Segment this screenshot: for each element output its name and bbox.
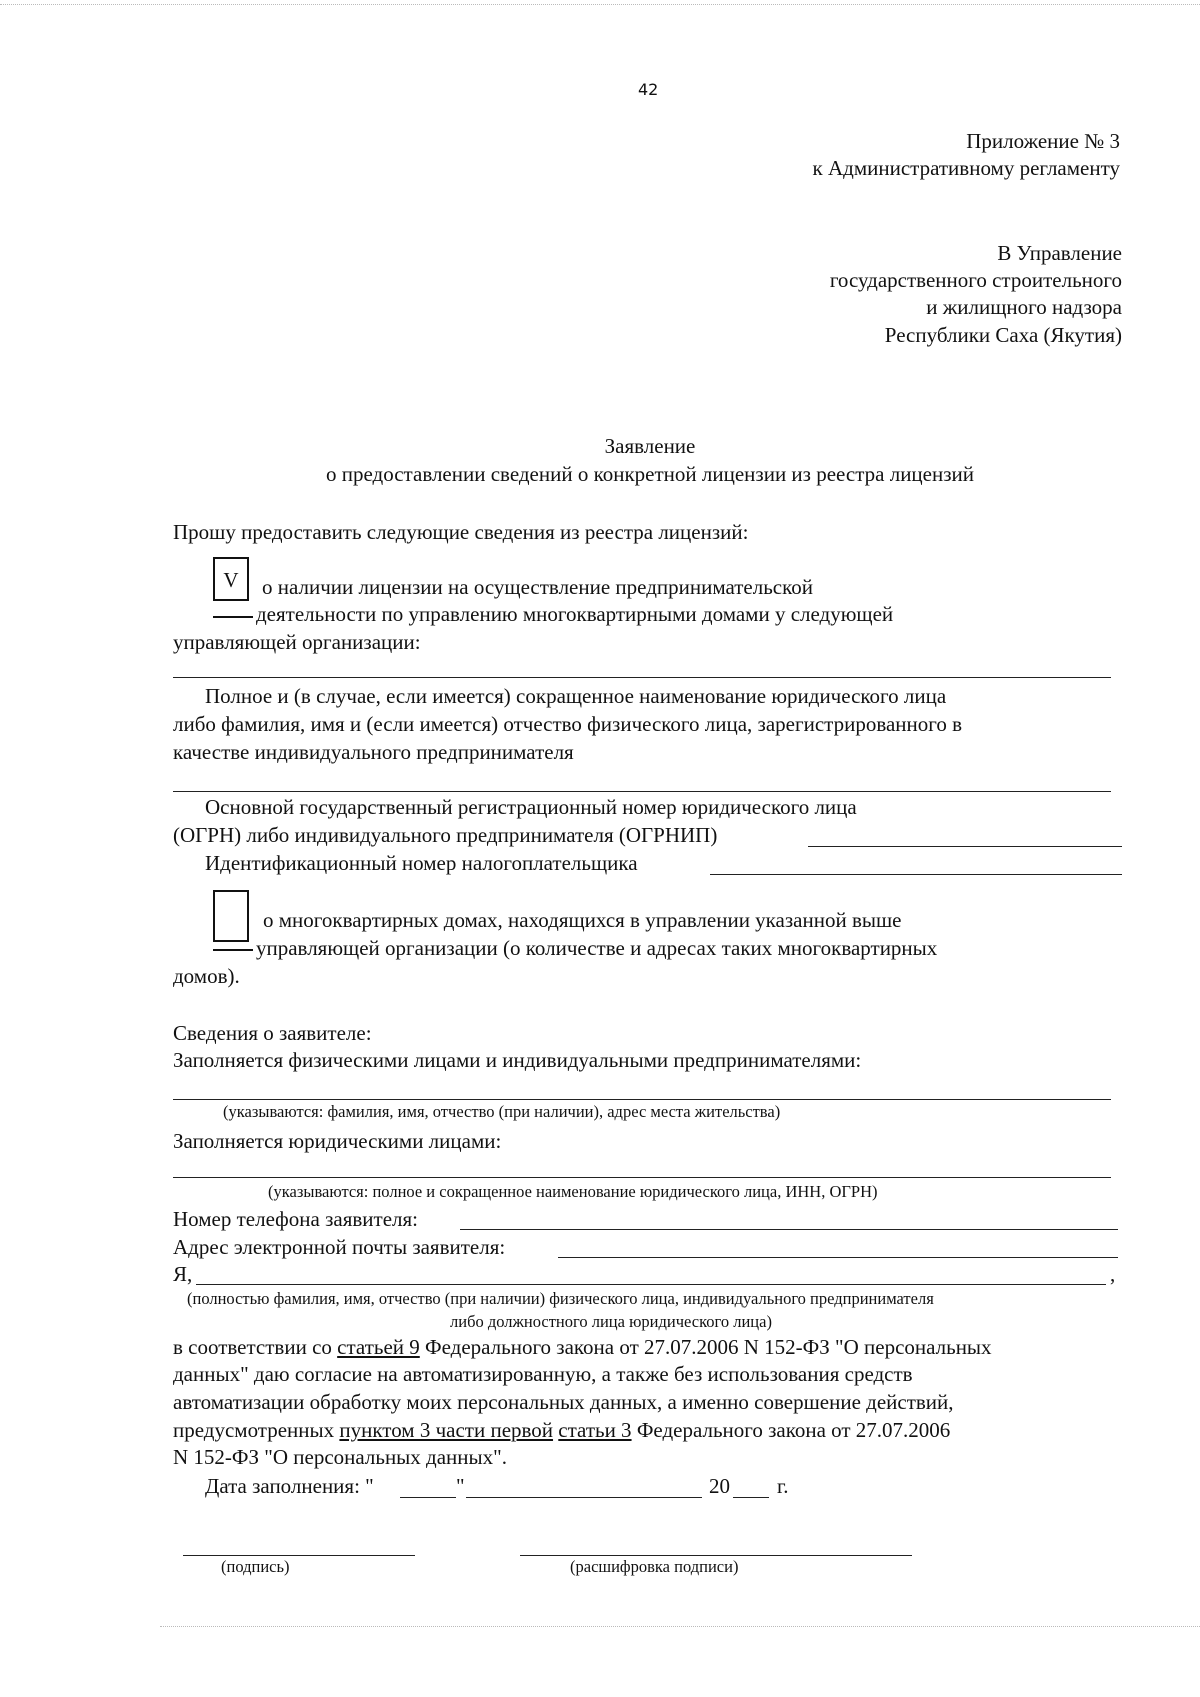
org-name-note-line-3: качестве индивидуального предпринимателя xyxy=(173,740,574,764)
consent-line-5: N 152-ФЗ "О персональных данных". xyxy=(173,1445,507,1469)
ogrn-line-1: Основной государственный регистрационный номер юридического лица xyxy=(205,795,857,819)
clause-3-link[interactable]: пунктом 3 части первой xyxy=(339,1418,554,1442)
document-title: Заявление xyxy=(604,434,696,458)
fullname-input-line[interactable] xyxy=(196,1284,1106,1285)
org-name-note-line-2: либо фамилия, имя и (если имеется) отчество физического лица, зарегистрированного в xyxy=(173,712,963,736)
checkbox-underline xyxy=(213,616,253,618)
legal-entities-hint: (указываются: полное и сокращенное наименование юридического лица, ИНН, ОГРН) xyxy=(268,1182,878,1201)
houses-info-checkbox[interactable] xyxy=(213,890,249,942)
appendix-line-1: Приложение № 3 xyxy=(966,129,1120,153)
legal-entities-label: Заполняется юридическими лицами: xyxy=(173,1129,502,1153)
phone-label: Номер телефона заявителя: xyxy=(173,1207,418,1231)
checkbox-underline-2 xyxy=(213,949,253,951)
date-year-input[interactable] xyxy=(733,1497,769,1498)
date-month-input[interactable] xyxy=(466,1497,702,1498)
scan-artifact-top xyxy=(0,4,1200,5)
addressee-line-2: государственного строительного xyxy=(829,268,1122,292)
scan-artifact-line xyxy=(160,1626,1200,1627)
applicant-title: Сведения о заявителе: xyxy=(173,1021,372,1045)
date-label: Дата заполнения: " xyxy=(205,1474,374,1498)
consent-line-4-post: Федерального закона от 27.07.2006 xyxy=(631,1418,951,1442)
email-label: Адрес электронной почты заявителя: xyxy=(173,1235,506,1259)
consent-line-1-pre: в соответствии со xyxy=(173,1335,338,1359)
option1-line-2: деятельности по управлению многоквартирными домами у следующей xyxy=(256,602,894,626)
option2-line-3: домов). xyxy=(173,964,240,988)
fullname-hint-line-2: либо должностного лица юридического лица) xyxy=(450,1312,772,1331)
signature-decode-hint: (расшифровка подписи) xyxy=(570,1557,739,1576)
date-day-input[interactable] xyxy=(400,1497,456,1498)
signature-input-line[interactable] xyxy=(183,1555,415,1556)
date-year-suffix: г. xyxy=(777,1474,789,1498)
addressee-line-1: В Управление xyxy=(997,241,1122,265)
ogrn-input-line[interactable] xyxy=(808,846,1122,847)
addressee-line-3: и жилищного надзора xyxy=(926,295,1122,319)
signature-hint: (подпись) xyxy=(221,1557,290,1576)
article-9-link[interactable]: статьей 9 xyxy=(337,1335,420,1359)
addressee-line-4: Республики Саха (Якутия) xyxy=(884,323,1122,347)
legal-entities-input-line[interactable] xyxy=(173,1177,1111,1178)
checkbox-check-mark: V xyxy=(223,568,239,592)
appendix-line-2: к Административному регламенту xyxy=(812,156,1120,180)
org-name-note-line-1: Полное и (в случае, если имеется) сокращенное наименование юридического лица xyxy=(205,684,947,708)
option1-line-1: о наличии лицензии на осуществление предпринимательской xyxy=(262,575,814,599)
date-quote-close: " xyxy=(456,1474,465,1498)
org-name-field[interactable] xyxy=(173,677,1111,678)
consent-line-1-post: Федерального закона от 27.07.2006 N 152-ФЗ "О персональных xyxy=(419,1335,992,1359)
consent-line-1 xyxy=(173,1334,992,1361)
article-3-link[interactable]: статьи 3 xyxy=(558,1418,632,1442)
individuals-hint: (указываются: фамилия, имя, отчество (при наличии), адрес места жительства) xyxy=(223,1102,781,1121)
option2-line-1: о многоквартирных домах, находящихся в управлении указанной выше xyxy=(263,908,902,932)
license-info-checkbox[interactable] xyxy=(213,557,249,601)
option2-line-2: управляющей организации (о количестве и адресах таких многоквартирных xyxy=(256,936,938,960)
page-number: 42 xyxy=(638,80,659,99)
fullname-hint-line-1: (полностью фамилия, имя, отчество (при наличии) физического лица, индивидуального предпринимателя xyxy=(187,1289,934,1308)
document-subtitle: о предоставлении сведений о конкретной лицензии из реестра лицензий xyxy=(326,462,974,486)
fullname-comma: , xyxy=(1110,1262,1116,1286)
org-name-field-2[interactable] xyxy=(173,791,1111,792)
consent-line-3: автоматизации обработку моих персональных данных, а именно совершение действий, xyxy=(173,1390,954,1414)
date-year-prefix: 20 xyxy=(709,1474,730,1498)
consent-line-2: данных" даю согласие на автоматизированную, а также без использования средств xyxy=(173,1362,913,1386)
i-label: Я, xyxy=(173,1262,193,1286)
ogrn-line-2: (ОГРН) либо индивидуального предпринимателя (ОГРНИП) xyxy=(173,823,718,847)
consent-line-4 xyxy=(173,1417,950,1444)
inn-input-line[interactable] xyxy=(710,874,1122,875)
inn-label: Идентификационный номер налогоплательщика xyxy=(205,851,638,875)
request-line: Прошу предоставить следующие сведения из реестра лицензий: xyxy=(173,520,749,544)
option1-line-3: управляющей организации: xyxy=(173,630,421,654)
email-input-line[interactable] xyxy=(558,1257,1118,1258)
phone-input-line[interactable] xyxy=(460,1229,1118,1230)
consent-line-4-pre: предусмотренных xyxy=(173,1418,340,1442)
individuals-input-line[interactable] xyxy=(173,1099,1111,1100)
individuals-label: Заполняется физическими лицами и индивидуальными предпринимателями: xyxy=(173,1048,862,1072)
